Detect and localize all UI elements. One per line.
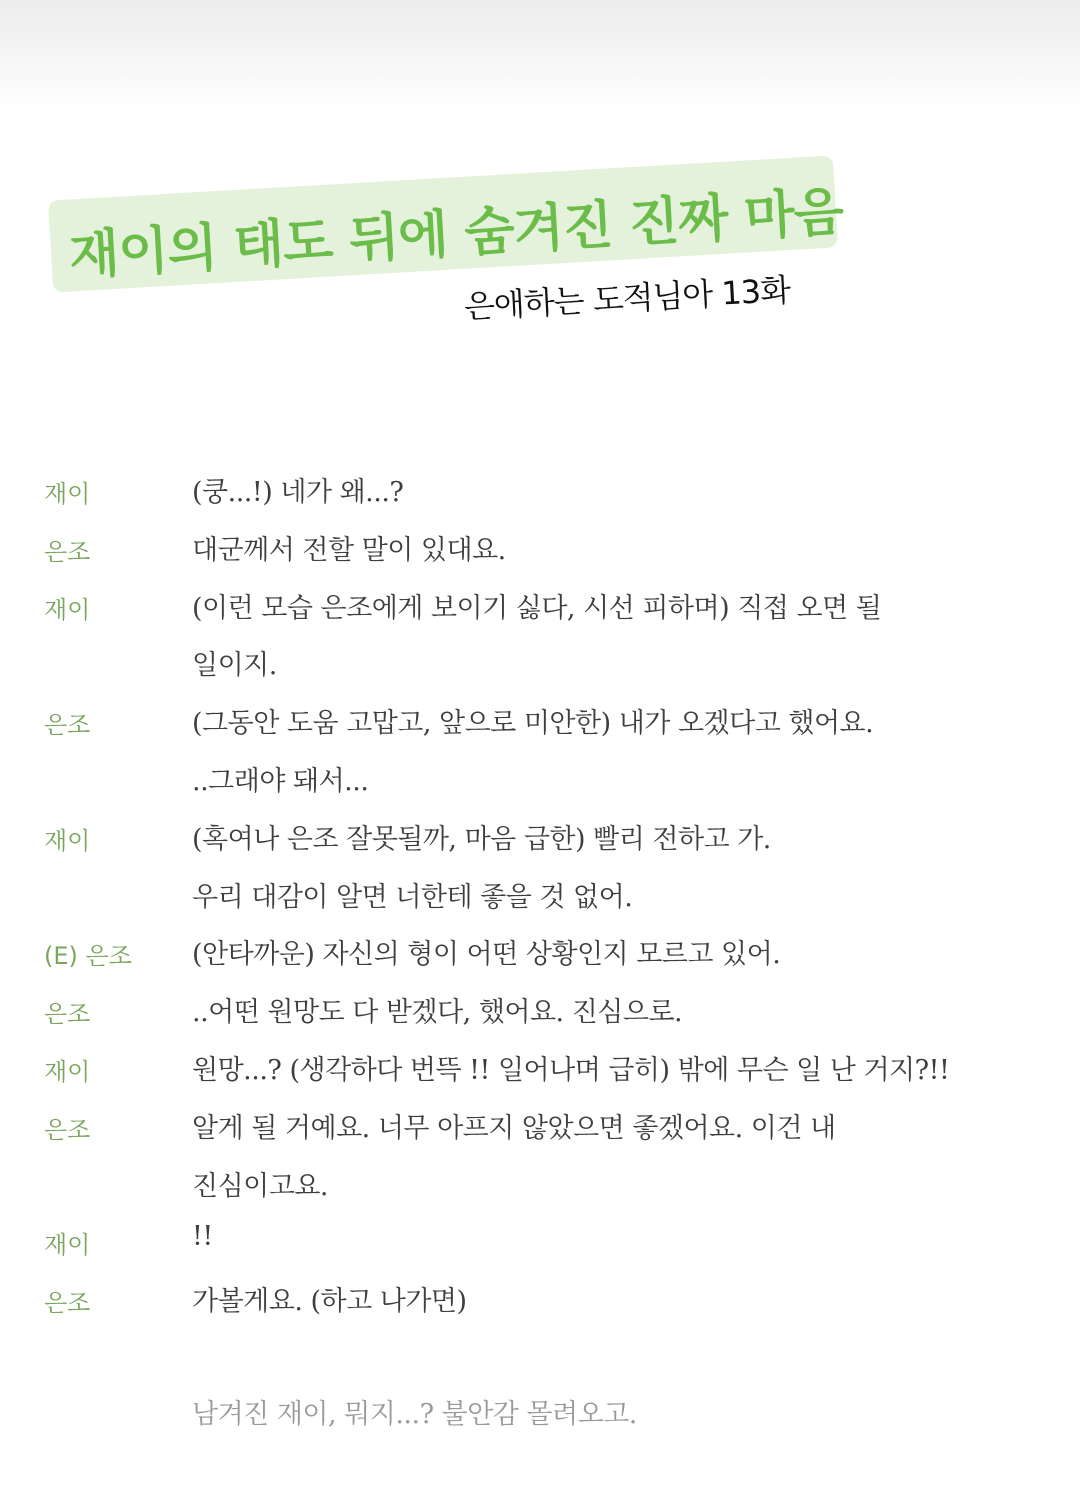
speaker-name: 재이 — [44, 1057, 91, 1086]
script-body — [44, 466, 1034, 1333]
dialogue-text: 우리 대감이 알면 너한테 좋을 것 없어. — [192, 881, 633, 913]
headline-text: 재이의 태도 뒤에 숨겨진 진짜 마음 — [67, 182, 845, 287]
dialogue-text: (그동안 도움 고맙고, 앞으로 미안한) 내가 오겠다고 했어요. — [192, 708, 874, 740]
speaker-name: 은조 — [44, 711, 91, 740]
script-line — [44, 524, 1034, 582]
script-line — [44, 1102, 1034, 1160]
script-line — [44, 813, 1034, 871]
speaker-name: 은조 — [44, 1115, 91, 1144]
script-line — [44, 1217, 1034, 1275]
script-line — [44, 755, 1034, 813]
script-line — [44, 1275, 1034, 1333]
dialogue-text: (안타까운) 자신의 형이 어떤 상황인지 모르고 있어. — [192, 939, 781, 971]
dialogue-text: (혹여나 은조 잘못될까, 마음 급한) 빨리 전하고 가. — [192, 823, 771, 855]
speaker-name: 은조 — [44, 1000, 91, 1029]
dialogue-text: 가볼게요. (하고 나가면) — [192, 1286, 467, 1318]
dialogue-text: ..그래야 돼서... — [192, 765, 369, 797]
dialogue-text: (쿵...!) 네가 왜...? — [192, 477, 404, 508]
dialogue-text: !! — [192, 1221, 213, 1253]
script-line — [44, 1044, 1034, 1102]
script-line — [44, 1160, 1034, 1218]
speaker-name: 재이 — [44, 595, 91, 624]
dialogue-text: 대군께서 전할 말이 있대요. — [192, 534, 506, 566]
speaker-name: 재이 — [44, 480, 91, 508]
top-shade — [0, 0, 1080, 110]
dialogue-text: 일이지. — [192, 650, 277, 682]
speaker-name: 은조 — [44, 1289, 91, 1318]
script-line — [44, 466, 1034, 524]
speaker-name: 재이 — [44, 1231, 91, 1260]
speaker-name: 은조 — [44, 537, 91, 566]
speaker-name: 재이 — [44, 826, 91, 855]
script-line — [44, 928, 1034, 986]
dialogue-text: 알게 될 거예요. 너무 아프지 않았으면 좋겠어요. 이건 내 — [192, 1112, 836, 1144]
dialogue-text: ..어떤 원망도 다 받겠다, 했어요. 진심으로. — [192, 997, 683, 1029]
script-line — [44, 986, 1034, 1044]
narration: 남겨진 재이, 뭐지...? 불안감 몰려오고. — [192, 1399, 637, 1430]
script-line — [44, 871, 1034, 929]
script-line — [44, 639, 1034, 697]
speaker-name: (E) 은조 — [44, 942, 132, 971]
script-line — [44, 697, 1034, 755]
dialogue-text: (이런 모습 은조에게 보이기 싫다, 시선 피하며) 직접 오면 될 — [192, 592, 882, 624]
script-line — [44, 582, 1034, 640]
episode-subtitle: 은애하는 도적님아 13화 — [463, 270, 791, 326]
dialogue-text: 원망...? (생각하다 번뜩 !! 일어나며 급히) 밖에 무슨 일 난 거지?!! — [192, 1054, 950, 1086]
dialogue-text: 진심이고요. — [192, 1170, 328, 1202]
